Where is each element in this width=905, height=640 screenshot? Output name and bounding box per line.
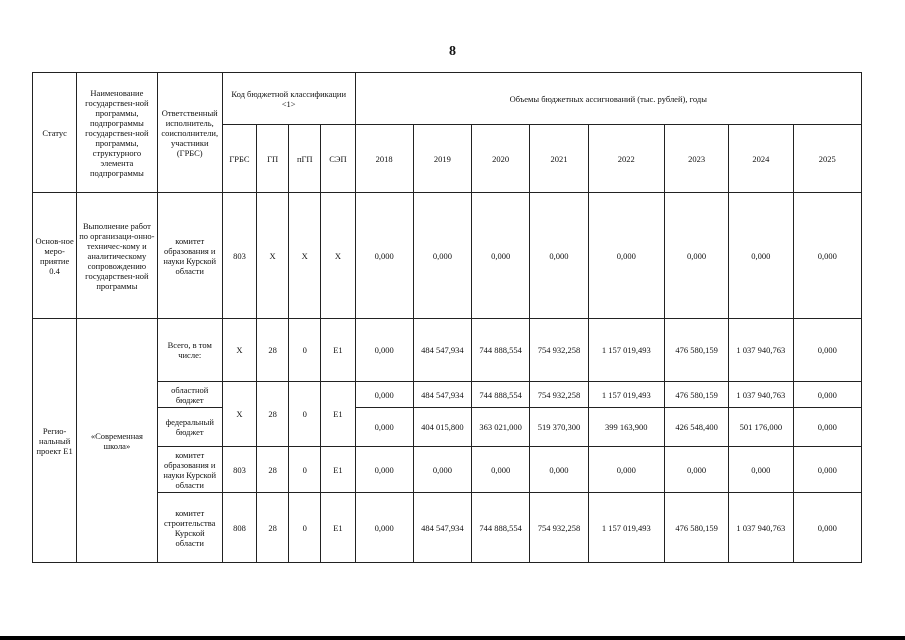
cell-value: 0,000: [793, 408, 861, 447]
cell-code: 0: [289, 382, 321, 447]
header-row: [33, 73, 862, 125]
header-year: 2019: [413, 125, 471, 193]
cell-code: 0: [289, 447, 321, 493]
cell-value: 0,000: [355, 319, 413, 382]
row-status: Регио-нальный проект Е1: [33, 319, 77, 563]
cell-value: 1 157 019,493: [588, 382, 664, 408]
header-responsible: Ответственный исполнитель, соисполнители, участники (ГРБС): [157, 73, 222, 193]
row-responsible: областной бюджет: [157, 382, 222, 408]
cell-code: Х: [321, 193, 355, 319]
row-responsible: комитет образования и науки Курской области: [157, 193, 222, 319]
cell-code: Х: [222, 382, 256, 447]
table-row-construction-committee: [33, 493, 862, 563]
cell-value: 484 547,934: [413, 493, 471, 563]
cell-value: 1 157 019,493: [588, 493, 664, 563]
header-code-grbs: ГРБС: [222, 125, 256, 193]
cell-code: Х: [222, 319, 256, 382]
cell-value: 0,000: [472, 193, 530, 319]
cell-value: 0,000: [355, 408, 413, 447]
cell-code: 0: [289, 493, 321, 563]
row-status: Основ-ное меро-приятие 0.4: [33, 193, 77, 319]
cell-value: 0,000: [793, 319, 861, 382]
cell-code: 28: [257, 447, 289, 493]
cell-code: Х: [257, 193, 289, 319]
cell-value: 0,000: [793, 493, 861, 563]
cell-value: 476 580,159: [664, 319, 728, 382]
header-year: 2025: [793, 125, 861, 193]
cell-code: Е1: [321, 493, 355, 563]
cell-value: 0,000: [793, 382, 861, 408]
cell-value: 484 547,934: [413, 382, 471, 408]
cell-value: 744 888,554: [472, 493, 530, 563]
cell-value: 0,000: [530, 447, 588, 493]
cell-value: 754 932,258: [530, 382, 588, 408]
row-responsible: Всего, в том числе:: [157, 319, 222, 382]
cell-code: 803: [222, 193, 256, 319]
cell-value: 0,000: [588, 193, 664, 319]
cell-code: 808: [222, 493, 256, 563]
cell-value: 0,000: [355, 493, 413, 563]
header-year: 2022: [588, 125, 664, 193]
cell-value: 0,000: [413, 447, 471, 493]
cell-code: 28: [257, 382, 289, 447]
budget-allocation-table: [32, 72, 862, 563]
cell-value: 0,000: [413, 193, 471, 319]
cell-value: 1 157 019,493: [588, 319, 664, 382]
row-name: «Современная школа»: [77, 319, 157, 563]
cell-value: 1 037 940,763: [729, 382, 793, 408]
cell-value: 0,000: [530, 193, 588, 319]
cell-value: 0,000: [664, 193, 728, 319]
cell-value: 0,000: [729, 447, 793, 493]
cell-value: 0,000: [355, 382, 413, 408]
table-row-regional-budget: [33, 382, 862, 408]
cell-value: 363 021,000: [472, 408, 530, 447]
table-row-federal-budget: [33, 408, 862, 447]
header-code-pgp: пГП: [289, 125, 321, 193]
table-row-education-committee: [33, 447, 862, 493]
cell-code: 28: [257, 493, 289, 563]
cell-value: 0,000: [729, 193, 793, 319]
cell-value: 484 547,934: [413, 319, 471, 382]
row-responsible: федеральный бюджет: [157, 408, 222, 447]
cell-code: 803: [222, 447, 256, 493]
cell-value: 0,000: [793, 447, 861, 493]
header-code-gp: ГП: [257, 125, 289, 193]
cell-value: 404 015,800: [413, 408, 471, 447]
cell-value: 1 037 940,763: [729, 319, 793, 382]
header-year: 2021: [530, 125, 588, 193]
row-responsible: комитет образования и науки Курской области: [157, 447, 222, 493]
cell-value: 476 580,159: [664, 382, 728, 408]
cell-value: 1 037 940,763: [729, 493, 793, 563]
cell-value: 399 163,900: [588, 408, 664, 447]
row-responsible: комитет строительства Курской области: [157, 493, 222, 563]
cell-value: 754 932,258: [530, 319, 588, 382]
cell-value: 501 176,000: [729, 408, 793, 447]
cell-value: 476 580,159: [664, 493, 728, 563]
cell-value: 0,000: [472, 447, 530, 493]
cell-code: Е1: [321, 319, 355, 382]
page-number: 8: [449, 44, 456, 59]
cell-code: 0: [289, 319, 321, 382]
table-row-project-total: [33, 319, 862, 382]
cell-value: 0,000: [355, 193, 413, 319]
cell-value: 0,000: [355, 447, 413, 493]
header-year: 2023: [664, 125, 728, 193]
cell-value: 519 370,300: [530, 408, 588, 447]
header-name: Наименование государствен-ной программы, подпрограммы государствен-ной программы, структурного элемента подпрограммы: [77, 73, 157, 193]
header-status: Статус: [33, 73, 77, 193]
header-code-group: Код бюджетной классификации <1>: [222, 73, 355, 125]
cell-value: 0,000: [793, 193, 861, 319]
cell-value: 0,000: [664, 447, 728, 493]
cell-code: Е1: [321, 447, 355, 493]
cell-code: Е1: [321, 382, 355, 447]
header-year: 2024: [729, 125, 793, 193]
cell-value: 0,000: [588, 447, 664, 493]
header-code-sep: СЭП: [321, 125, 355, 193]
header-volumes-group: Объемы бюджетных ассигнований (тыс. рублей), годы: [355, 73, 861, 125]
cell-value: 744 888,554: [472, 382, 530, 408]
cell-value: 744 888,554: [472, 319, 530, 382]
header-year: 2018: [355, 125, 413, 193]
scan-bottom-edge: [0, 636, 905, 640]
cell-value: 754 932,258: [530, 493, 588, 563]
table-row-main-event: [33, 193, 862, 319]
cell-value: 426 548,400: [664, 408, 728, 447]
row-name: Выполнение работ по организаци-онно-техничес-кому и аналитическому сопровождению государствен-ной программы: [77, 193, 157, 319]
cell-code: 28: [257, 319, 289, 382]
header-year: 2020: [472, 125, 530, 193]
cell-code: Х: [289, 193, 321, 319]
